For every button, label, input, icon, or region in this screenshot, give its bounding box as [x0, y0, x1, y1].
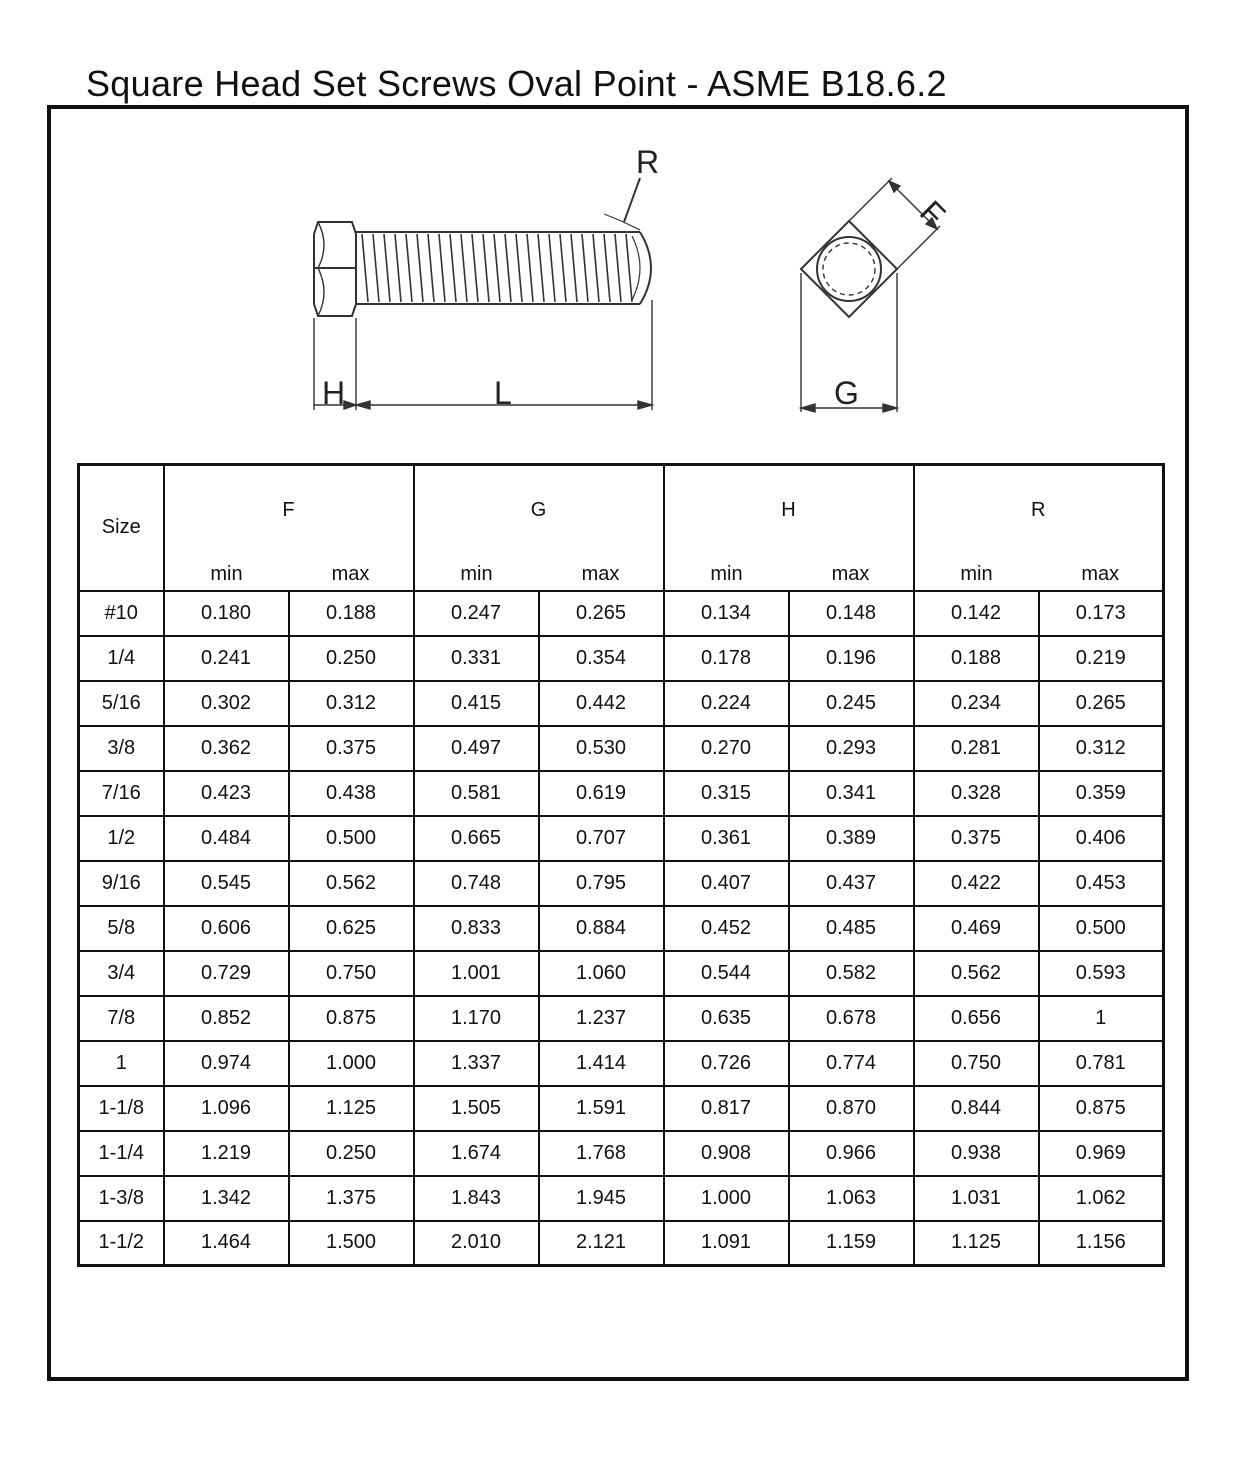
cell-f-min: 0.852 [164, 996, 289, 1041]
cell-f-max: 0.438 [289, 771, 414, 816]
cell-f-max: 0.250 [289, 636, 414, 681]
cell-h-min: 0.908 [664, 1131, 789, 1176]
cell-h-min: 0.178 [664, 636, 789, 681]
g-dimension-label: G [834, 375, 859, 411]
table-row [79, 726, 1164, 771]
cell-r-max: 1 [1039, 996, 1164, 1041]
cell-f-min: 0.545 [164, 861, 289, 906]
cell-g-min: 2.010 [414, 1221, 539, 1266]
cell-g-min: 0.247 [414, 591, 539, 636]
cell-f-max: 1.375 [289, 1176, 414, 1221]
table-row [79, 1176, 1164, 1221]
cell-r-min: 1.031 [914, 1176, 1039, 1221]
screw-thread-shank [356, 232, 651, 304]
cell-f-min: 0.362 [164, 726, 289, 771]
table-row [79, 951, 1164, 996]
cell-f-min: 0.180 [164, 591, 289, 636]
cell-g-max: 0.530 [539, 726, 664, 771]
f-dimension-label: F [913, 193, 953, 233]
cell-h-min: 1.000 [664, 1176, 789, 1221]
cell-r-max: 1.156 [1039, 1221, 1164, 1266]
cell-r-max: 0.406 [1039, 816, 1164, 861]
cell-r-min: 0.422 [914, 861, 1039, 906]
cell-r-min: 0.375 [914, 816, 1039, 861]
cell-f-min: 0.974 [164, 1041, 289, 1086]
cell-size: 5/16 [79, 681, 164, 726]
subheader-min: min [164, 555, 289, 591]
cell-g-min: 0.665 [414, 816, 539, 861]
cell-g-max: 0.619 [539, 771, 664, 816]
cell-h-max: 0.196 [789, 636, 914, 681]
cell-g-max: 1.237 [539, 996, 664, 1041]
cell-h-max: 0.293 [789, 726, 914, 771]
cell-f-max: 0.375 [289, 726, 414, 771]
group-header-g: G [414, 465, 664, 555]
cell-f-max: 0.312 [289, 681, 414, 726]
cell-h-max: 0.389 [789, 816, 914, 861]
r-leader-line [604, 178, 640, 230]
cell-g-min: 1.505 [414, 1086, 539, 1131]
cell-size: 1/4 [79, 636, 164, 681]
cell-g-max: 0.884 [539, 906, 664, 951]
cell-f-min: 0.484 [164, 816, 289, 861]
cell-g-min: 0.497 [414, 726, 539, 771]
cell-r-max: 1.062 [1039, 1176, 1164, 1221]
size-header: Size [79, 465, 164, 591]
cell-g-max: 1.591 [539, 1086, 664, 1131]
cell-h-min: 0.361 [664, 816, 789, 861]
cell-r-min: 0.281 [914, 726, 1039, 771]
cell-h-min: 0.726 [664, 1041, 789, 1086]
cell-f-max: 0.625 [289, 906, 414, 951]
cell-size: 1/2 [79, 816, 164, 861]
dimensions-table [77, 463, 1165, 1267]
cell-g-min: 1.337 [414, 1041, 539, 1086]
table-subheader-row [79, 555, 1164, 591]
cell-h-min: 0.224 [664, 681, 789, 726]
subheader-max: max [289, 555, 414, 591]
cell-h-max: 0.582 [789, 951, 914, 996]
cell-g-min: 0.833 [414, 906, 539, 951]
group-header-h: H [664, 465, 914, 555]
subheader-max: max [539, 555, 664, 591]
cell-h-max: 0.485 [789, 906, 914, 951]
table-row [79, 906, 1164, 951]
cell-f-min: 1.096 [164, 1086, 289, 1131]
cell-size: 9/16 [79, 861, 164, 906]
cell-size: 3/4 [79, 951, 164, 996]
cell-h-max: 0.245 [789, 681, 914, 726]
page-title: Square Head Set Screws Oval Point - ASME B18.6.2 [86, 63, 947, 104]
cell-g-min: 0.415 [414, 681, 539, 726]
cell-g-max: 0.265 [539, 591, 664, 636]
table-row [79, 1221, 1164, 1266]
cell-g-min: 0.331 [414, 636, 539, 681]
cell-h-max: 0.870 [789, 1086, 914, 1131]
group-header-r: R [914, 465, 1164, 555]
subheader-min: min [414, 555, 539, 591]
table-group-header-row [79, 465, 1164, 555]
cell-g-max: 0.442 [539, 681, 664, 726]
cell-g-min: 0.581 [414, 771, 539, 816]
h-l-dimension-lines [314, 300, 652, 410]
cell-f-max: 1.125 [289, 1086, 414, 1131]
cell-f-max: 1.500 [289, 1221, 414, 1266]
cell-g-min: 1.843 [414, 1176, 539, 1221]
cell-h-min: 0.635 [664, 996, 789, 1041]
cell-g-max: 0.707 [539, 816, 664, 861]
subheader-max: max [789, 555, 914, 591]
cell-r-min: 1.125 [914, 1221, 1039, 1266]
cell-h-min: 0.544 [664, 951, 789, 996]
cell-h-max: 1.159 [789, 1221, 914, 1266]
cell-r-min: 0.234 [914, 681, 1039, 726]
cell-f-min: 1.464 [164, 1221, 289, 1266]
cell-size: 5/8 [79, 906, 164, 951]
cell-f-max: 0.562 [289, 861, 414, 906]
cell-r-max: 0.593 [1039, 951, 1164, 996]
cell-r-max: 0.219 [1039, 636, 1164, 681]
cell-f-max: 0.750 [289, 951, 414, 996]
cell-h-min: 1.091 [664, 1221, 789, 1266]
cell-f-max: 0.250 [289, 1131, 414, 1176]
cell-r-max: 0.500 [1039, 906, 1164, 951]
group-header-f: F [164, 465, 414, 555]
table-row [79, 771, 1164, 816]
cell-size: 7/8 [79, 996, 164, 1041]
cell-f-min: 1.219 [164, 1131, 289, 1176]
cell-size: 1-3/8 [79, 1176, 164, 1221]
cell-g-max: 2.121 [539, 1221, 664, 1266]
r-dimension-label: R [636, 144, 660, 180]
cell-r-max: 0.781 [1039, 1041, 1164, 1086]
table-row [79, 636, 1164, 681]
cell-g-max: 0.795 [539, 861, 664, 906]
h-dimension-label: H [322, 375, 346, 411]
cell-h-min: 0.452 [664, 906, 789, 951]
cell-f-max: 0.875 [289, 996, 414, 1041]
cell-g-min: 1.674 [414, 1131, 539, 1176]
cell-r-max: 0.265 [1039, 681, 1164, 726]
cell-g-max: 1.768 [539, 1131, 664, 1176]
cell-size: 1 [79, 1041, 164, 1086]
subheader-min: min [914, 555, 1039, 591]
cell-g-min: 1.170 [414, 996, 539, 1041]
cell-r-min: 0.142 [914, 591, 1039, 636]
cell-h-min: 0.315 [664, 771, 789, 816]
cell-r-min: 0.844 [914, 1086, 1039, 1131]
cell-g-min: 1.001 [414, 951, 539, 996]
cell-g-max: 1.414 [539, 1041, 664, 1086]
cell-h-max: 0.774 [789, 1041, 914, 1086]
table-row [79, 1041, 1164, 1086]
cell-h-max: 0.678 [789, 996, 914, 1041]
cell-f-min: 0.423 [164, 771, 289, 816]
table-row [79, 1131, 1164, 1176]
cell-r-min: 0.938 [914, 1131, 1039, 1176]
cell-r-min: 0.469 [914, 906, 1039, 951]
cell-size: #10 [79, 591, 164, 636]
cell-r-max: 0.173 [1039, 591, 1164, 636]
cell-r-max: 0.359 [1039, 771, 1164, 816]
cell-h-max: 0.148 [789, 591, 914, 636]
cell-h-min: 0.270 [664, 726, 789, 771]
cell-h-max: 0.437 [789, 861, 914, 906]
cell-size: 1-1/2 [79, 1221, 164, 1266]
cell-r-min: 0.328 [914, 771, 1039, 816]
cell-r-max: 0.312 [1039, 726, 1164, 771]
cell-r-min: 0.562 [914, 951, 1039, 996]
table-row [79, 1086, 1164, 1131]
cell-r-min: 0.750 [914, 1041, 1039, 1086]
subheader-max: max [1039, 555, 1164, 591]
cell-g-max: 1.060 [539, 951, 664, 996]
table-row [79, 591, 1164, 636]
table-row [79, 861, 1164, 906]
subheader-min: min [664, 555, 789, 591]
cell-size: 1-1/4 [79, 1131, 164, 1176]
cell-r-min: 0.656 [914, 996, 1039, 1041]
cell-r-max: 0.453 [1039, 861, 1164, 906]
table-row [79, 681, 1164, 726]
cell-g-min: 0.748 [414, 861, 539, 906]
cell-f-min: 0.606 [164, 906, 289, 951]
screw-technical-drawing [0, 0, 1241, 460]
cell-h-min: 0.134 [664, 591, 789, 636]
table-row [79, 816, 1164, 861]
table-row [79, 996, 1164, 1041]
cell-h-min: 0.817 [664, 1086, 789, 1131]
screw-head-side-view [314, 222, 356, 316]
cell-h-min: 0.407 [664, 861, 789, 906]
cell-size: 7/16 [79, 771, 164, 816]
cell-f-max: 0.500 [289, 816, 414, 861]
cell-r-min: 0.188 [914, 636, 1039, 681]
cell-f-max: 1.000 [289, 1041, 414, 1086]
cell-f-min: 1.342 [164, 1176, 289, 1221]
cell-f-min: 0.729 [164, 951, 289, 996]
cell-f-min: 0.241 [164, 636, 289, 681]
cell-size: 1-1/8 [79, 1086, 164, 1131]
cell-h-max: 1.063 [789, 1176, 914, 1221]
cell-size: 3/8 [79, 726, 164, 771]
screw-head-end-view [801, 221, 897, 317]
cell-r-max: 0.875 [1039, 1086, 1164, 1131]
cell-g-max: 1.945 [539, 1176, 664, 1221]
cell-f-max: 0.188 [289, 591, 414, 636]
cell-h-max: 0.966 [789, 1131, 914, 1176]
l-dimension-label: L [494, 375, 512, 411]
cell-g-max: 0.354 [539, 636, 664, 681]
cell-h-max: 0.341 [789, 771, 914, 816]
cell-r-max: 0.969 [1039, 1131, 1164, 1176]
cell-f-min: 0.302 [164, 681, 289, 726]
